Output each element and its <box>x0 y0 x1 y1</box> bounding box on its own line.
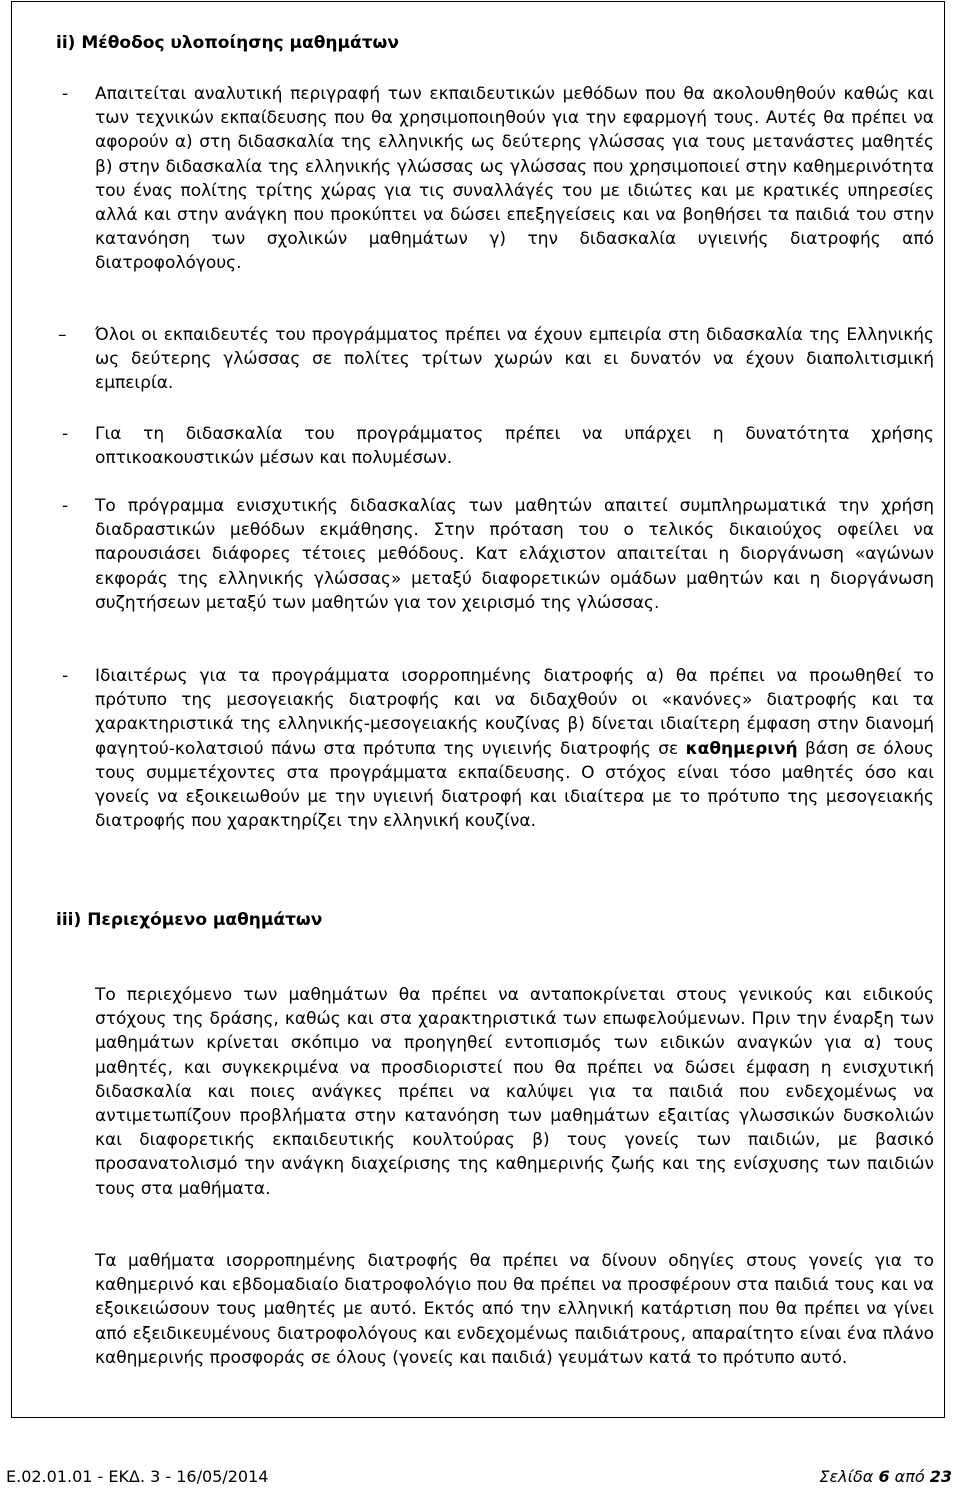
list-marker: - <box>62 424 69 444</box>
text-run: Ιδιαιτέρως για τα προγράμματα ισορροπημένης διατροφής α) θα πρέπει να προωθηθεί το πρότυπο της μεσογειακής διατροφής και να διδαχθούν οι «κανόνες» διατροφής και τα χαρακτηριστικά της ελληνικής-μεσογειακής κουζίνας β) δίνεται ιδιαίτερη έμφαση στην διανομή φαγητού-κολατσιού πάνω στα πρότυπα της υγιεινής διατροφής σε <box>95 666 934 759</box>
section-heading-methods: ii) Μέθοδος υλοποίησης μαθημάτων <box>56 33 399 53</box>
page-of-label: από <box>894 1467 925 1486</box>
page-total: 23 <box>929 1467 952 1486</box>
list-marker: - <box>62 496 69 516</box>
page-current: 6 <box>878 1467 890 1486</box>
content-paragraph-needs: Το περιεχόμενο των μαθημάτων θα πρέπει να ανταποκρίνεται στους γενικούς και ειδικούς στόχους της δράσης, καθώς και στα χαρακτηριστικά των επωφελούμενων. Πριν την έναρξη των μαθημάτων κρίνεται σκόπιμο να προηγηθεί εντοπισμός των ειδικών αναγκών για α) τους μαθητές, και συγκεκριμένα να προσδιοριστεί που θα πρέπει να δώσει έμφαση η ενισχυτική διδασκαλία και ποιες ανάγκες πρέπει να καλύψει για τα παιδιά που ενδεχομένως να αντιμετωπίζουν προβλήματα στην κατανόηση των μαθημάτων εξαιτίας γλωσσικών δυσκολιών και διαφορετικής εκπαιδευτικής κουλτούρας β) τους γονείς των παιδιών, με βασικό προσανατολισμό την ανάγκη διαχείρισης της καθημερινής ζωής και της ενίσχυσης των παιδιών τους στα μαθήματα. <box>95 985 934 1199</box>
footer-page-number <box>819 1467 952 1487</box>
section-title: Περιεχόμενο μαθημάτων <box>87 910 323 930</box>
text-run: βάση σε όλους τους συμμετέχοντες στα προγράμματα εκπαίδευσης. Ο στόχος είναι τόσο μαθητές όσο και γονείς να εξοικειωθούν με την υγιεινή διατροφή και ιδιαίτερα με το πρότυπο της μεσογειακής διατροφής που χαρακτηρίζει την ελληνική κουζίνα. <box>95 738 934 832</box>
list-item-multimedia: Για τη διδασκαλία του προγράμματος πρέπει να υπάρχει η δυνατότητα χρήσης οπτικοακουστικών μέσων και πολυμέσων. <box>95 424 934 469</box>
list-item-interactive-methods: Το πρόγραμμα ενισχυτικής διδασκαλίας των μαθητών απαιτεί συμπληρωματικά την χρήση διαδραστικών μεθόδων εκμάθησης. Στην πρόταση του ο τελικός δικαιούχος οφείλει να παρουσιάσει διάφορες τέτοιες μεθόδους. Κατ ελάχιστον απαιτείται η διοργάνωση «αγώνων εκφοράς της ελληνικής γλώσσας» μεταξύ διαφορετικών ομάδων μαθητών και η διοργάνωση συζητήσεων μεταξύ των μαθητών για τον χειρισμό της γλώσσας. <box>95 496 934 613</box>
list-item-teaching-methods: Απαιτείται αναλυτική περιγραφή των εκπαιδευτικών μεθόδων που θα ακολουθηθούν καθώς και των τεχνικών εκπαίδευσης που θα χρησιμοποιηθούν για την εφαρμογή τους. Αυτές θα πρέπει να αφορούν α) στη διδασκαλία της ελληνικής ως δεύτερης γλώσσας για τους μετανάστες μαθητές β) στην διδασκαλία της ελληνικής γλώσσας ως γλώσσας που χρησιμοποιεί στην καθημερινότητα του ένας πολίτης τρίτης χώρας για τις συναλλάγές του με ιδιώτες και με κρατικές υπηρεσίες αλλά και στην ανάγκη που προκύπτει να δώσει επεξηγείσεις και να βοηθήσει τα παιδιά του στην κατανόηση των σχολικών μαθημάτων γ) την διδασκαλία υγιεινής διατροφής από διατροφολόγους. <box>95 84 934 274</box>
list-item-trainer-experience: Όλοι οι εκπαιδευτές του προγράμματος πρέπει να έχουν εμπειρία στη διδασκαλία της Ελληνικής ως δεύτερης γλώσσας σε πολίτες τρίτων χωρών και ει δυνατόν να έχουν διαπολιτισμική εμπειρία. <box>95 325 934 394</box>
footer-doc-code: Ε.02.01.01 - ΕΚΔ. 3 - 16/05/2014 <box>6 1467 269 1486</box>
section-heading-content <box>56 908 322 932</box>
emphasis-daily: καθημερινή <box>685 738 798 759</box>
content-paragraph-nutrition: Τα μαθήματα ισορροπημένης διατροφής θα πρέπει να δίνουν οδηγίες στους γονείς για το καθημερινό και εβδομαδιαίο διατροφολόγιο που θα πρέπει να προσφέρουν στα παιδιά τους και να εξοικειώσουν τους μαθητές με αυτό. Εκτός από την ελληνική κατάρτιση που θα πρέπει να γίνει από εξειδικευμένους διατροφολόγους και ενδεχομένως παιδιάτρους, απαραίτητο είναι ένα πλάνο καθημερινής προσφοράς σε όλους (γονείς και παιδιά) γευμάτων κατά το πρότυπο αυτό. <box>95 1251 934 1368</box>
list-marker: - <box>62 84 69 104</box>
list-item-nutrition-programs <box>95 664 934 833</box>
list-marker: - <box>62 666 69 686</box>
section-number: iii) <box>56 910 82 930</box>
list-marker: – <box>58 325 67 345</box>
page-label: Σελίδα <box>819 1467 874 1486</box>
